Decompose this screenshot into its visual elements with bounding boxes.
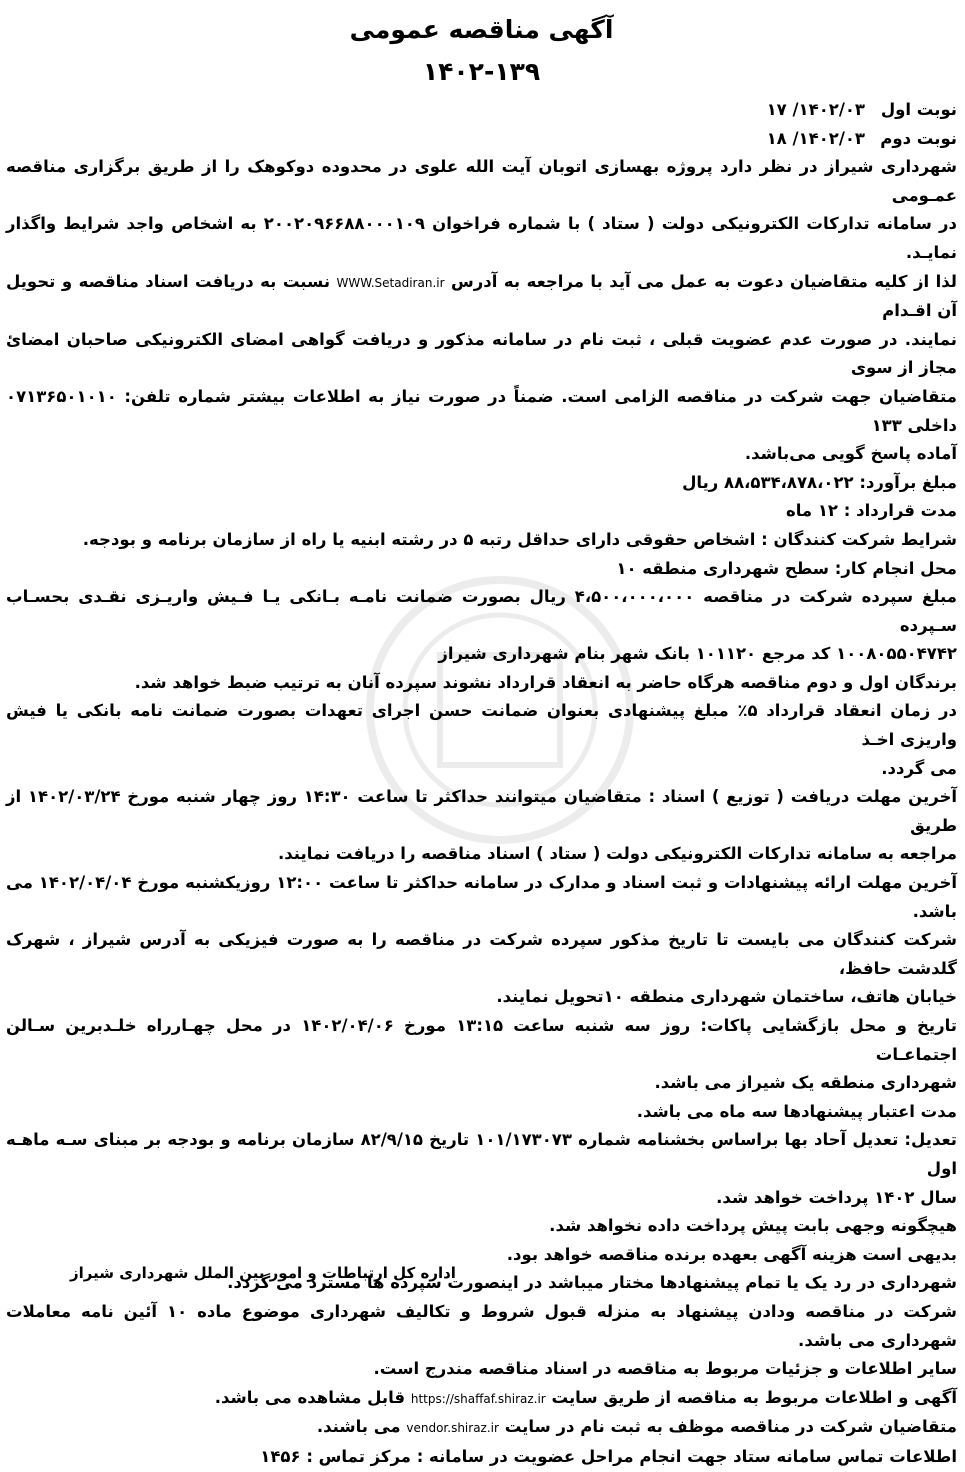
- detail-line: سایر اطلاعات و جزئیات مربوط به مناقصه در اسناد مناقصه مندرج است.: [373, 1359, 957, 1379]
- detail-line: مدت قرارداد : ۱۲ ماه: [785, 501, 957, 521]
- shaffaf-text: قابل مشاهده می باشد.: [214, 1387, 406, 1407]
- round-second-date: ۱۴۰۲/۰۳/ ۱۸: [766, 128, 865, 148]
- shaffaf-text: آگهی و اطلاعات مربوط به مناقصه از طریق سایت: [551, 1387, 957, 1407]
- notice-title: آگهی مناقصه عمومی: [349, 15, 614, 44]
- detail-line: شرایط شرکت کنندگان : اشخاص حقوقی دارای حداقل رتبه ۵ در رشته ابنیه یا راه از سازمان برنامه و بودجه.: [82, 529, 957, 549]
- round-first: [6, 96, 957, 125]
- setad-link[interactable]: WWW.Setadiran.ir: [336, 275, 445, 290]
- detail-line: شرکت کنندگان می بایست تا تاریخ مذکور سپرده شرکت در مناقصه را به صورت فیزیکی به آدرس شیراز ، شهرک گلدشت حافظ،: [6, 930, 957, 978]
- intro-text: نسبت به دریافت اسناد مناقصه و تحویل آن اقـدام: [6, 271, 957, 321]
- detail-line: برندگان اول و دوم مناقصه هرگاه حاضر به انعقاد قرارداد نشوند سپرده آنان به ترتیب ضبط خواهد شد.: [134, 672, 957, 692]
- vendor-link[interactable]: vendor.shiraz.ir: [406, 1421, 499, 1436]
- vendor-text: متقاضیان شرکت در مناقصه موظف به ثبت نام در سایت: [504, 1417, 957, 1437]
- round-second-label: نوبت دوم: [880, 128, 957, 148]
- vendor-line: [6, 1413, 957, 1443]
- detail-line: هیچگونه وجهی بابت پیش پرداخت داده نخواهد شد.: [549, 1216, 957, 1236]
- intro-line: شهرداری شیراز در نظر دارد پروژه بهسازی اتوبان آیت الله علوی در محدوده دوکوهک را از طریق برگزاری مناقصه عمـومی: [6, 157, 957, 205]
- detail-line: می گردد.: [881, 758, 957, 778]
- detail-line: آخرین مهلت ارائه پیشنهادات و ثبت اسناد و مدارک در سامانه حداکثر تا ساعت ۱۲:۰۰ روزیکشنبه مورخ ۱۴۰۲/۰۴/۰۴ می باشد.: [6, 873, 957, 921]
- notice-number: ۱۴۰۲-۱۳۹: [422, 57, 541, 86]
- detail-line: سال ۱۴۰۲ پرداخت خواهد شد.: [716, 1187, 957, 1207]
- detail-line: مبلغ سپرده شرکت در مناقصه ۴،۵۰۰،۰۰۰،۰۰۰ ریال بصورت ضمانت نامـه بـانکی یـا فـیش واریـزی نقـدی بحسـاب سـپرده: [6, 587, 957, 635]
- detail-line: محل انجام کار: سطح شهرداری منطقه ۱۰: [616, 558, 957, 578]
- detail-line: آخرین مهلت دریافت ( توزیع ) اسناد : متقاضیان میتوانند حداکثر تا ساعت ۱۴:۳۰ روز چهار شنبه مورخ ۱۴۰۲/۰۳/۲۴ از طریق: [6, 787, 958, 835]
- contact-line: اطلاعات تماس سامانه ستاد جهت انجام مراحل عضویت در سامانه : مرکز تماس : ۱۴۵۶: [260, 1446, 957, 1466]
- vendor-text: می باشند.: [316, 1417, 401, 1437]
- detail-line: شهرداری در رد یک یا تمام پیشنهادها مختار میباشد در اینصورت سپرده ها مسترد می گردد.: [227, 1273, 957, 1293]
- detail-line: شهرداری منطقه یک شیراز می باشد.: [654, 1073, 957, 1093]
- footer-signature: اداره کل ارتباطات و امور بین الملل شهرداری شیراز: [70, 1264, 456, 1282]
- intro-line-with-url: [6, 268, 957, 326]
- intro-line: آماده پاسخ گویی می‌باشد.: [744, 444, 957, 464]
- intro-text: لذا از کلیه متقاضیان دعوت به عمل می آید با مراجعه به آدرس: [451, 271, 957, 291]
- intro-line: متقاضیان جهت شرکت در مناقصه الزامی است. ضمناً در صورت نیاز به اطلاعات بیشتر شماره تلفن: ۰۷۱۳۶۵۰۱۰۱۰ داخلی ۱۳۳: [6, 386, 957, 435]
- detail-line: تاریخ و محل بازگشایی پاکات: روز سه شنبه ساعت ۱۳:۱۵ مورخ ۱۴۰۲/۰۴/۰۶ در محل چهـارراه خلـدبرین سـالن اجتماعـات: [6, 1016, 958, 1064]
- shaffaf-link[interactable]: https://shaffaf.shiraz.ir: [410, 1391, 546, 1406]
- round-second: [6, 125, 957, 154]
- detail-line: مراجعه به سامانه تدارکات الکترونیکی دولت ( ستاد ) اسناد مناقصه را دریافت نمایند.: [278, 844, 957, 864]
- detail-line: شرکت در مناقصه ودادن پیشنهاد به منزله قبول شروط و تکالیف شهرداری موضوع ماده ۱۰ آئین نامه معاملات شهرداری می باشد.: [6, 1301, 957, 1350]
- round-first-date: ۱۴۰۲/۰۳/ ۱۷: [766, 100, 865, 119]
- detail-line: تعدیل: تعدیل آحاد بها براساس بخشنامه شماره ۱۰۱/۱۷۳۰۷۳ تاریخ ۸۲/۹/۱۵ سازمان برنامه و بودجه بر مبنای سـه ماهـه اول: [6, 1130, 957, 1178]
- detail-line: در زمان انعقاد قرارداد ۵٪ مبلغ پیشنهادی بعنوان ضمانت حسن اجرای تعهدات بصورت ضمانت نامه بانکی یا فیش واریزی اخـذ: [6, 701, 957, 750]
- shaffaf-line: [6, 1384, 957, 1414]
- detail-line: مبلغ برآورد: ۸۸،۵۳۴،۸۷۸،۰۲۲ ریال: [682, 472, 957, 492]
- round-first-label: نوبت اول: [880, 100, 957, 119]
- detail-line: بدیهی است هزینه آگهی بعهده برنده مناقصه خواهد بود.: [506, 1244, 957, 1264]
- detail-line: ۱۰۰۸۰۵۵۰۴۷۴۲ کد مرجع ۱۰۱۱۲۰ بانک شهر بنام شهرداری شیراز: [438, 644, 957, 664]
- detail-line: خیابان هاتف، ساختمان شهرداری منطقه ۱۰تحویل نمایند.: [496, 987, 957, 1007]
- intro-line: در سامانه تدارکات الکترونیکی دولت ( ستاد ) با شماره فراخوان ۲۰۰۲۰۹۶۶۸۸۰۰۰۱۰۹ به اشخاص واجد شرایط واگذار نمایـد.: [6, 214, 957, 262]
- detail-line: مدت اعتبار پیشنهادها سه ماه می باشد.: [636, 1101, 957, 1121]
- intro-line: نمایند. در صورت عدم عضویت قبلی ، ثبت نام در سامانه مذکور و دریافت گواهی امضای الکترونیکی صاحبان امضائ مجاز از سوی: [6, 329, 957, 378]
